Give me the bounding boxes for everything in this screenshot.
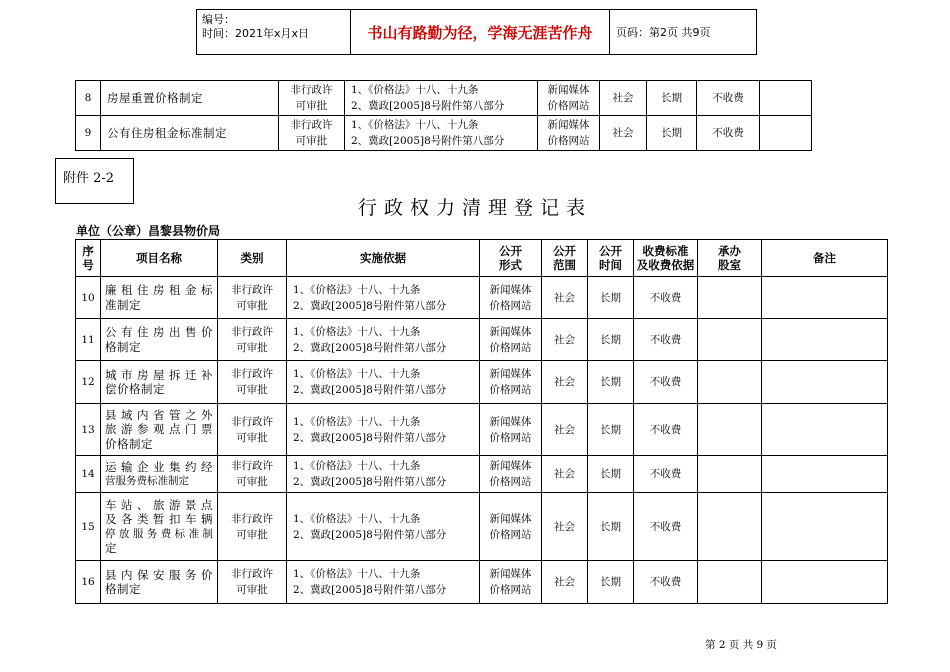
continuation-table	[75, 80, 812, 151]
col-basis: 实施依据	[287, 240, 480, 277]
row-scope: 社会	[542, 404, 588, 456]
row-scope: 社会	[542, 493, 588, 561]
row-name: 县内保安服务价 格制定	[101, 561, 218, 604]
row-name: 廉租住房租金标 准制定	[101, 277, 218, 319]
row-name: 车站、旅游景点 及各类暂扣车辆 停放服务费标准制 定	[101, 493, 218, 561]
row-category: 非行政许 可审批	[218, 493, 287, 561]
row-name: 城市房屋拆迁补 偿价格制定	[101, 361, 218, 404]
col-no: 序 号	[76, 240, 101, 277]
col-fee: 收费标准 及收费依据	[634, 240, 698, 277]
col-dept: 承办 股室	[698, 240, 762, 277]
row-name: 公有住房租金标准制定	[101, 116, 279, 151]
row-scope: 社会	[600, 116, 647, 151]
table-row	[76, 277, 888, 319]
row-time: 长期	[647, 81, 697, 116]
table-row	[76, 81, 812, 116]
row-time: 长期	[588, 493, 634, 561]
row-no: 9	[76, 116, 101, 151]
row-form: 新闻媒体 价格网站	[480, 319, 542, 361]
row-fee: 不收费	[634, 493, 698, 561]
row-fee: 不收费	[697, 116, 760, 151]
row-note	[762, 319, 888, 361]
row-time: 长期	[588, 404, 634, 456]
row-no: 10	[76, 277, 101, 319]
col-name: 项目名称	[101, 240, 218, 277]
col-category: 类别	[218, 240, 287, 277]
row-note	[762, 561, 888, 604]
row-note	[762, 404, 888, 456]
col-time: 公开 时间	[588, 240, 634, 277]
row-no: 15	[76, 493, 101, 561]
row-fee: 不收费	[634, 561, 698, 604]
row-basis: 1、《价格法》十八、十九条 2、冀政[2005]8号附件第八部分	[287, 561, 480, 604]
table-row	[76, 361, 888, 404]
row-no: 14	[76, 456, 101, 493]
row-form: 新闻媒体 价格网站	[480, 361, 542, 404]
row-scope: 社会	[600, 81, 647, 116]
code-label: 编号：	[202, 13, 235, 26]
row-dept	[698, 277, 762, 319]
row-category: 非行政许 可审批	[279, 116, 345, 151]
table-row	[76, 456, 888, 493]
row-dept	[760, 81, 812, 116]
row-dept	[698, 561, 762, 604]
attachment-label: 附件 2-2	[55, 158, 134, 204]
row-dept	[698, 456, 762, 493]
row-basis: 1、《价格法》十八、十九条 2、冀政[2005]8号附件第八部分	[345, 116, 538, 151]
col-note: 备注	[762, 240, 888, 277]
row-time: 长期	[588, 277, 634, 319]
row-basis: 1、《价格法》十八、十九条 2、冀政[2005]8号附件第八部分	[287, 319, 480, 361]
row-no: 13	[76, 404, 101, 456]
row-form: 新闻媒体 价格网站	[480, 404, 542, 456]
row-time: 长期	[647, 116, 697, 151]
row-time: 长期	[588, 561, 634, 604]
row-category: 非行政许 可审批	[218, 361, 287, 404]
table-row	[76, 404, 888, 456]
row-scope: 社会	[542, 319, 588, 361]
row-no: 11	[76, 319, 101, 361]
page-header	[196, 9, 757, 55]
row-form: 新闻媒体 价格网站	[538, 81, 600, 116]
row-note	[762, 456, 888, 493]
row-scope: 社会	[542, 456, 588, 493]
unit-label: 单位（公章）昌黎县物价局	[76, 224, 221, 238]
row-name: 县域内省管之外 旅游参观点门票 价格制定	[101, 404, 218, 456]
row-form: 新闻媒体 价格网站	[480, 561, 542, 604]
row-fee: 不收费	[634, 319, 698, 361]
row-fee: 不收费	[634, 404, 698, 456]
table-header-row	[76, 240, 888, 277]
row-name: 公有住房出售价 格制定	[101, 319, 218, 361]
row-scope: 社会	[542, 561, 588, 604]
row-no: 16	[76, 561, 101, 604]
row-form: 新闻媒体 价格网站	[480, 493, 542, 561]
row-dept	[698, 361, 762, 404]
row-name: 房屋重置价格制定	[101, 81, 279, 116]
row-time: 长期	[588, 361, 634, 404]
row-dept	[698, 493, 762, 561]
row-category: 非行政许 可审批	[218, 404, 287, 456]
row-dept	[698, 319, 762, 361]
row-category: 非行政许 可审批	[218, 456, 287, 493]
row-fee: 不收费	[634, 277, 698, 319]
row-category: 非行政许 可审批	[218, 319, 287, 361]
table-row	[76, 493, 888, 561]
page-label: 页码：第2页 共9页	[616, 26, 711, 39]
row-fee: 不收费	[697, 81, 760, 116]
row-category: 非行政许 可审批	[218, 561, 287, 604]
time-label: 时间：2021年x月x日	[202, 27, 310, 40]
row-time: 长期	[588, 456, 634, 493]
row-basis: 1、《价格法》十八、十九条 2、冀政[2005]8号附件第八部分	[345, 81, 538, 116]
row-basis: 1、《价格法》十八、十九条 2、冀政[2005]8号附件第八部分	[287, 493, 480, 561]
row-note	[762, 493, 888, 561]
row-dept	[760, 116, 812, 151]
col-form: 公开 形式	[480, 240, 542, 277]
table-row	[76, 116, 812, 151]
row-scope: 社会	[542, 277, 588, 319]
row-dept	[698, 404, 762, 456]
row-note	[762, 277, 888, 319]
page-footer: 第 2 页 共 9 页	[705, 639, 778, 651]
row-category: 非行政许 可审批	[279, 81, 345, 116]
col-scope: 公开 范围	[542, 240, 588, 277]
table-row	[76, 319, 888, 361]
page-title: 行政权力清理登记表	[357, 197, 592, 219]
motto: 书山有路勤为径，学海无涯苦作舟	[351, 10, 610, 54]
row-basis: 1、《价格法》十八、十九条 2、冀政[2005]8号附件第八部分	[287, 456, 480, 493]
row-no: 12	[76, 361, 101, 404]
row-form: 新闻媒体 价格网站	[480, 277, 542, 319]
row-category: 非行政许 可审批	[218, 277, 287, 319]
row-basis: 1、《价格法》十八、十九条 2、冀政[2005]8号附件第八部分	[287, 277, 480, 319]
row-name: 运输企业集约经 营服务费标准制定	[101, 456, 218, 493]
row-fee: 不收费	[634, 456, 698, 493]
registration-table	[75, 239, 888, 604]
table-row	[76, 561, 888, 604]
row-form: 新闻媒体 价格网站	[538, 116, 600, 151]
row-scope: 社会	[542, 361, 588, 404]
header-meta	[197, 10, 351, 54]
row-basis: 1、《价格法》十八、十九条 2、冀政[2005]8号附件第八部分	[287, 404, 480, 456]
row-form: 新闻媒体 价格网站	[480, 456, 542, 493]
row-time: 长期	[588, 319, 634, 361]
row-no: 8	[76, 81, 101, 116]
row-fee: 不收费	[634, 361, 698, 404]
row-note	[762, 361, 888, 404]
row-basis: 1、《价格法》十八、十九条 2、冀政[2005]8号附件第八部分	[287, 361, 480, 404]
